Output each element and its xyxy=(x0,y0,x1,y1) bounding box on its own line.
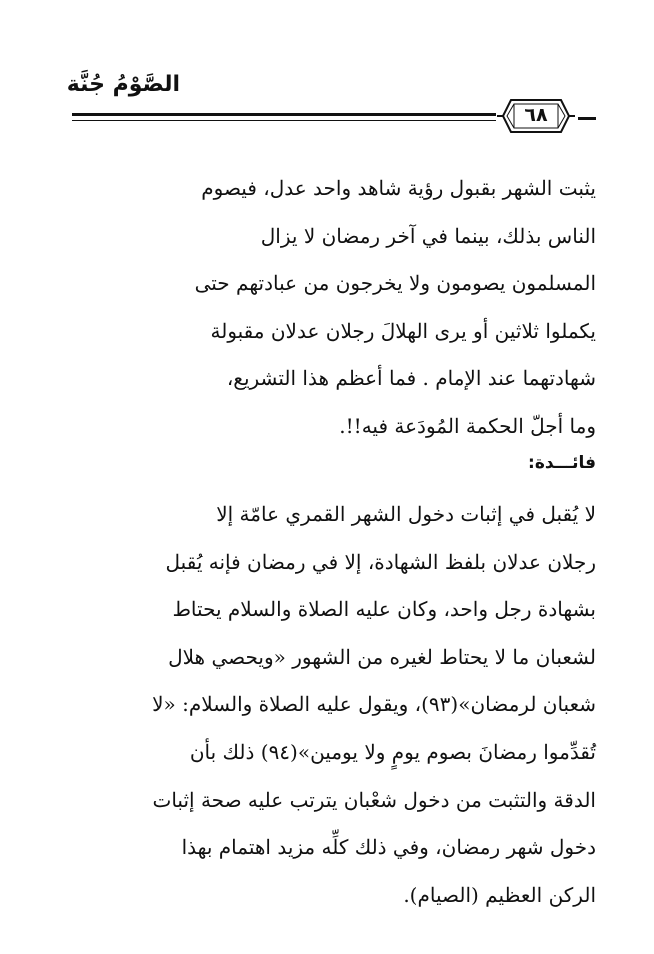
text-line: وما أجلّ الحكمة المُودَعة فيه!!. xyxy=(339,413,596,438)
text-line: الدقة والتثبت من دخول شعْبان يترتب عليه صحة إثبات xyxy=(152,787,596,812)
running-title: الصَّوْمُ جُنَّة xyxy=(66,72,180,97)
text-line: دخول شهر رمضان، وفي ذلك كلِّه مزيد اهتمام بهذا xyxy=(181,835,596,860)
text-line: الناس بذلك، بينما في آخر رمضان لا يزال xyxy=(260,223,596,248)
text-line: شهادتهما عند الإمام . فما أعظم هذا التشريع، xyxy=(226,366,596,391)
page-number-frame xyxy=(497,96,575,136)
note-heading: فائـــدة: xyxy=(528,453,596,473)
header-rule-right xyxy=(578,117,596,120)
text-line: تُقدِّموا رمضانَ بصوم يومٍ ولا يومين»(٩٤) ذلك بأن xyxy=(189,739,596,764)
text-line: لشعبان ما لا يحتاط لغيره من الشهور «ويحصي هلال xyxy=(168,644,596,669)
text-line: شعبان لرمضان»(٩٣)، ويقول عليه الصلاة والسلام: «لا xyxy=(152,692,596,717)
note-paragraph xyxy=(72,491,596,919)
text-line: يكملوا ثلاثين أو يرى الهلالَ رجلان عدلان مقبولة xyxy=(210,318,596,343)
main-paragraph xyxy=(72,165,596,451)
text-line: الركن العظيم (الصيام). xyxy=(403,882,596,907)
header-rule-thin xyxy=(72,120,496,121)
page-number: ٦٨ xyxy=(524,104,548,126)
text-line: رجلان عدلان بلفظ الشهادة، إلا في رمضان فإنه يُقبل xyxy=(165,549,596,574)
text-line: لا يُقبل في إثبات دخول الشهر القمري عامّة إلا xyxy=(216,502,596,526)
text-line: يثبت الشهر بقبول رؤية شاهد واحد عدل، فيصوم xyxy=(201,176,596,200)
text-line: بشهادة رجل واحد، وكان عليه الصلاة والسلام يحتاط xyxy=(172,597,596,622)
header-rule-thick xyxy=(72,113,496,116)
text-line: المسلمون يصومون ولا يخرجون من عبادتهم حتى xyxy=(194,271,596,296)
